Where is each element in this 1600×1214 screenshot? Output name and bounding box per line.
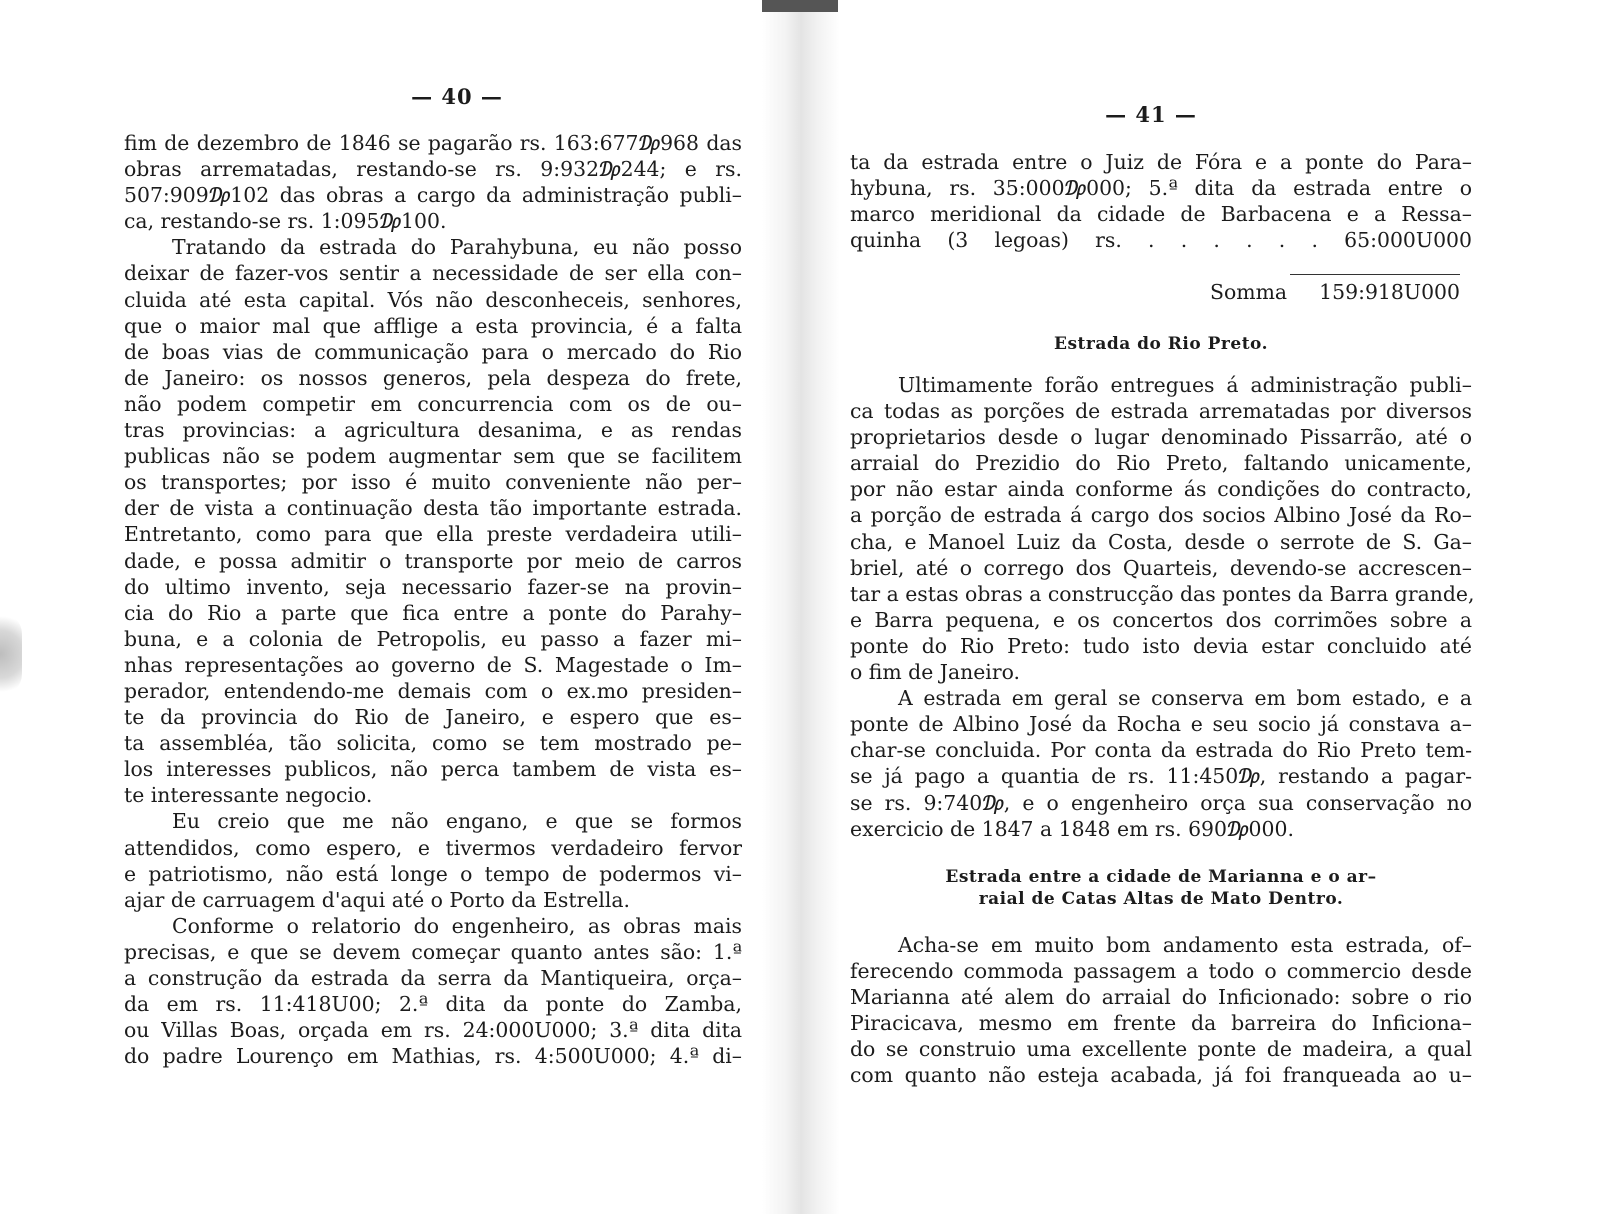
text-line: marco meridional da cidade de Barbacena e a Ressa– xyxy=(850,202,1472,227)
section-heading-rio-preto: Estrada do Rio Preto. xyxy=(1053,334,1269,354)
heading-line: raial de Catas Altas de Mato Dentro. xyxy=(978,889,1344,909)
text-line: Entretanto, como para que ella preste verdadeira utili– xyxy=(124,522,742,547)
text-line: por não estar ainda conforme ás condições do contracto, xyxy=(850,477,1472,502)
text-line: obras arrematadas, restando-se rs. 9:932₯244; e rs. xyxy=(124,157,742,182)
left-page-text xyxy=(124,130,742,1069)
text-line: perador, entendendo-me demais com o ex.mo presiden– xyxy=(124,678,742,703)
text-line: buna, e a colonia de Petropolis, eu passo a fazer mi– xyxy=(124,626,742,651)
text-line: Conforme o relatorio do engenheiro, as obras mais xyxy=(172,913,742,938)
text-line: que o maior mal que afflige a esta provincia, é a falta xyxy=(124,313,742,338)
text-line: Marianna até alem do arraial do Inficionado: sobre o rio xyxy=(850,985,1472,1010)
text-line: ferecendo commoda passagem a todo o commercio desde xyxy=(850,959,1472,984)
text-line: ponte do Rio Preto: tudo isto devia estar concluido até xyxy=(850,633,1472,658)
text-line: ta da estrada entre o Juiz de Fóra e a ponte do Para– xyxy=(850,150,1472,174)
sum-rule xyxy=(1290,274,1460,275)
text-line: e Barra pequena, e os concertos dos corrimões sobre a xyxy=(850,607,1472,632)
text-line: do padre Lourenço em Mathias, rs. 4:500U000; 4.ª di– xyxy=(124,1044,742,1069)
text-line: se rs. 9:740₯, e o engenheiro orça sua conservação no xyxy=(850,790,1472,815)
text-line: cha, e Manoel Luiz da Costa, desde o serrote de S. Ga– xyxy=(850,529,1472,554)
text-line: ponte de Albino José da Rocha e seu socio já constava a– xyxy=(850,712,1472,737)
sum-label: Somma xyxy=(1210,280,1288,304)
text-line: 507:909₯102 das obras a cargo da administração publi– xyxy=(124,183,742,208)
text-line: publicas não se podem augmentar sem que se facilitem xyxy=(124,444,742,469)
book-gutter xyxy=(762,0,840,1214)
text-line: de boas vias de communicação para o mercado do Rio xyxy=(124,339,742,364)
section-marianna-text xyxy=(850,932,1472,1089)
text-line: os transportes; por isso é muito conveniente não per– xyxy=(124,470,742,495)
heading-line: Estrada entre a cidade de Marianna e o ar– xyxy=(945,867,1377,887)
text-line: deixar de fazer-vos sentir a necessidade de ser ella con– xyxy=(124,261,742,286)
page-edge-stain xyxy=(0,612,22,696)
text-line: de Janeiro: os nossos generos, pela despeza do frete, xyxy=(124,365,742,390)
text-line: attendidos, como espero, e tivermos verdadeiro fervor xyxy=(124,835,742,860)
text-line: cluida até esta capital. Vós não desconheceis, senhores, xyxy=(124,287,742,312)
text-line: Piracicava, mesmo em frente da barreira do Inficiona– xyxy=(850,1011,1472,1036)
text-line: ca, restando-se rs. 1:095₯100. xyxy=(124,209,447,234)
text-line: char-se concluida. Por conta da estrada do Rio Preto tem- xyxy=(850,738,1472,763)
text-line: der de vista a continuação desta tão importante estrada. xyxy=(124,496,742,521)
text-line: o fim de Janeiro. xyxy=(850,660,1020,685)
text-line: do se construio uma excellente ponte de madeira, a qual xyxy=(850,1037,1472,1062)
section-rio-preto-text xyxy=(850,372,1475,842)
text-line: com quanto não esteja acabada, já foi franqueada ao u– xyxy=(850,1063,1472,1088)
section-heading-marianna xyxy=(850,866,1472,910)
text-line: e patriotismo, não está longe o tempo de podermos vi– xyxy=(124,861,742,886)
text-line: ca todas as porções de estrada arrematadas por diversos xyxy=(850,399,1472,424)
right-page-number: — 41 — xyxy=(1105,102,1197,127)
text-line: te da provincia do Rio de Janeiro, e espero que es– xyxy=(124,705,742,730)
sum-value: 159:918U000 xyxy=(1319,280,1460,304)
text-line: ou Villas Boas, orçada em rs. 24:000U000; 3.ª dita dita xyxy=(124,1018,742,1043)
text-line: arraial do Prezidio do Rio Preto, faltando unicamente, xyxy=(850,451,1472,476)
sum-row xyxy=(1210,280,1460,304)
text-line: Eu creio que me não engano, e que se formos xyxy=(172,809,742,834)
text-line: A estrada em geral se conserva em bom estado, e a xyxy=(898,686,1472,711)
text-line: exercicio de 1847 a 1848 em rs. 690₯000. xyxy=(850,816,1294,841)
text-line: não podem competir em concurrencia com os de ou– xyxy=(124,391,742,416)
text-line: tras provincias: a agricultura desanima, e as rendas xyxy=(124,418,742,443)
text-line: do ultimo invento, seja necessario fazer-se na provin– xyxy=(124,574,742,599)
text-line: fim de dezembro de 1846 se pagarão rs. 163:677₯968 das xyxy=(124,131,742,155)
right-page-intro xyxy=(850,149,1472,253)
text-line: te interessante negocio. xyxy=(124,783,373,808)
text-line: Acha-se em muito bom andamento esta estrada, of– xyxy=(898,933,1472,957)
text-line: precisas, e que se devem começar quanto antes são: 1.ª xyxy=(124,939,742,964)
text-line: proprietarios desde o lugar denominado Pissarrão, até o xyxy=(850,425,1472,450)
text-line: da em rs. 11:418U00; 2.ª dita da ponte do Zamba, xyxy=(124,992,742,1017)
text-line: dade, e possa admitir o transporte por meio de carros xyxy=(124,548,742,573)
gutter-binding-mark xyxy=(762,0,838,12)
text-line: Ultimamente forão entregues á administração publi– xyxy=(898,373,1472,397)
text-line: quinha (3 legoas) rs. . . . . . . 65:000U000 xyxy=(850,228,1472,253)
text-line: a construção da estrada da serra da Mantiqueira, orça– xyxy=(124,966,742,990)
text-line: Tratando da estrada do Parahybuna, eu não posso xyxy=(172,235,742,260)
text-line: se já pago a quantia de rs. 11:450₯, restando a pagar- xyxy=(850,764,1472,789)
text-line: a porção de estrada á cargo dos socios Albino José da Ro– xyxy=(850,503,1472,528)
text-line: ajar de carruagem d'aqui até o Porto da Estrella. xyxy=(124,887,631,912)
text-line: los interesses publicos, não perca tambem de vista es– xyxy=(124,757,742,782)
text-line: cia do Rio a parte que fica entre a ponte do Parahy– xyxy=(124,600,742,625)
text-line: ta assembléa, tão solicita, como se tem mostrado pe– xyxy=(124,731,742,756)
text-line: tar a estas obras a construcção das pontes da Barra grande, xyxy=(850,581,1475,606)
text-line: nhas representações ao governo de S. Magestade o Im– xyxy=(124,652,742,677)
left-page-number: — 40 — xyxy=(411,84,503,109)
text-line: hybuna, rs. 35:000₯000; 5.ª dita da estrada entre o xyxy=(850,176,1472,201)
text-line: briel, até o corrego dos Quarteis, devendo-se accrescen– xyxy=(850,555,1472,580)
